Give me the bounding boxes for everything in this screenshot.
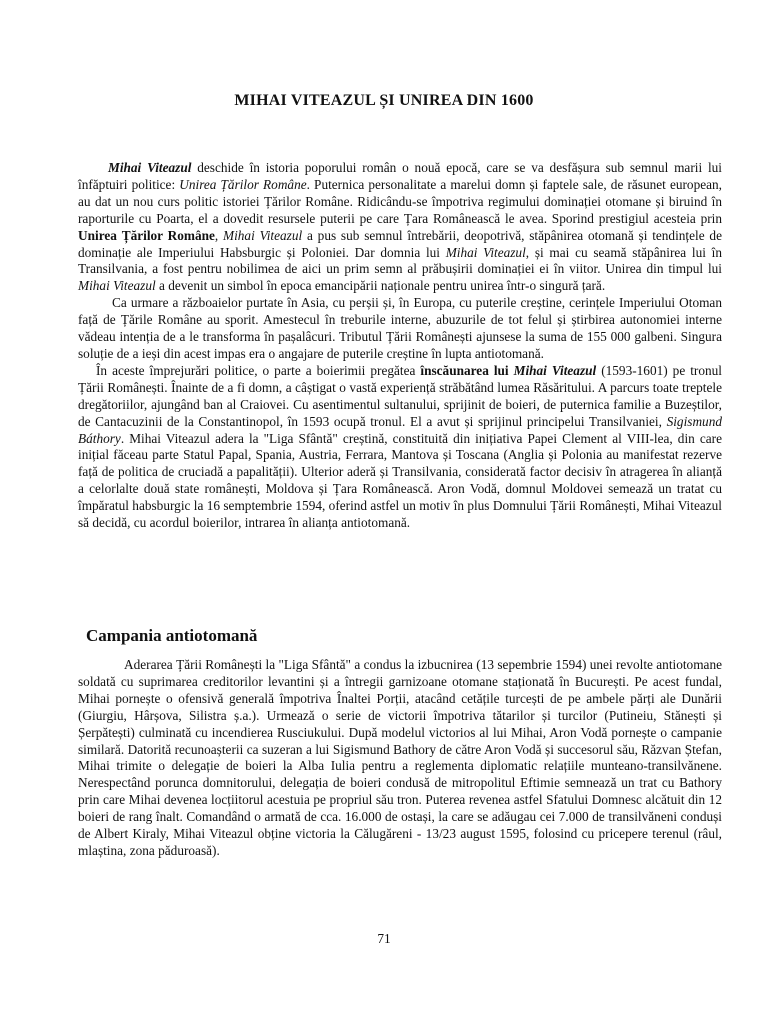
paragraph-1 [78, 160, 722, 295]
text-run: a pus sub semnul întrebării, deopotrivă, stăpânirea otomană și tendințele de dominație ale Imperiului Habsburgic și Poloniei. Dar domnia lui [78, 227, 722, 260]
text-run: În aceste împrejurări politice, o parte a boierimii pregătea [96, 362, 421, 378]
text-run: (1593-1601) pe tronul Țării Românești. Înainte de a fi domn, a câștigat o vastă experiență străbătând lumea Răsăritului. A parcurs toate treptele dregătoriilor, ajungând ban al Craiovei. Cu asentimentul sultanului, sprijinit de boieri, de puternica familie a Buzeștilor, de Cantacuzinii de la Constantinopol, în 1593 ocupă tronul. El a avut și sprijinul principelui Transilvaniei, [78, 362, 722, 429]
paragraph-3 [78, 363, 722, 532]
emphasis-text: Mihai Viteazul [513, 362, 597, 378]
emphasis-text: Unirea Țărilor Române [179, 176, 307, 192]
paragraph-4: Aderarea Țării Românești la "Liga Sfântă" a condus la izbucnirea (13 sepembrie 1594) unei revolte antiotomane soldată cu suprimarea creditorilor levantini și a întregii garnizoane otomane staționată în București. Pe acest fundal, Mihai pornește o ofensivă generală împotriva Înaltei Porții, atacând cetățile turcești de pe ambele părți ale Dunării (Giurgiu, Hârșova, Silistra ș.a.). Urmează o serie de victorii împotriva tătarilor și turcilor (Putineiu, Stănești și Șerpătești) culminată cu incendierea Rusciukului. După modelul victorios al lui Mihai, Aron Vodă pornește o campanie similară. Datorită recunoașterii ca suzeran a lui Sigismund Bathory de către Aron Vodă și succesorul său, Răzvan Ștefan, Mihai trimite o delegație de boieri la Alba Iulia pentru a reglementa diplomatic relațiile munteano-transilvănene. Nerespectând porunca domnitorului, delegația de boieri condusă de mitropolitul Eftimie semnează un trat cu Bathory prin care Mihai devenea locțiitorul acestuia pe propriul său tron. Puterea revenea astfel Sfatului Domnesc alcătuit din 12 boieri de rang înalt. Comandând o armată de cca. 16.000 de ostași, la care se adăugau cei 7.000 de transilvăneni conduși de Albert Kiraly, Mihai Viteazul obține victoria la Călugăreni - 13/23 august 1595, folosind cu pricepere terenul (râul, mlaștina, zona păduroasă). [78, 657, 722, 858]
text-run: , și mai cu seamă stăpânirea lui în Transilvania, a fost pentru nobilimea de aici un prim semn al prăbușirii dominației ei în viitor. Unirea din timpul lui [78, 244, 722, 277]
bold-text: Unirea Țărilor Române [78, 227, 215, 243]
section-heading: Campania antiotomană [86, 626, 258, 645]
intro-section [78, 160, 722, 532]
emphasis-text: Mihai Viteazul [223, 227, 303, 243]
emphasis-text: Mihai Viteazul [108, 160, 192, 175]
emphasis-text: Sigismund Báthory [78, 413, 722, 446]
paragraph-2: Ca urmare a războaielor purtate în Asia, cu perșii și, în Europa, cu puterile creștine, cerințele Imperiului Otoman față de Țările Române au sporit. Amestecul în treburile interne, abuzurile de tot felul și știrbirea autonomiei interne vădeau intenția de a le transforma în pașalâcuri. Tributul Țării Românești ajunsese la suma de 155 000 galbeni. Singura soluție de a ieși din acest impas era o angajare de puterile creștine în lupta antiotomană. [78, 295, 722, 361]
text-run: . Puternica personalitate a marelui domn și faptele sale, de răsunet european, au dat un nou curs politic istoriei Țărilor Române. Ridicându-se împotriva regimului dominației otomane și biruind în raporturile cu Poarta, el a dovedit resursele puterii pe care Țara Românească le avea. Sporind prestigiul acesteia prin [78, 176, 723, 226]
page-title: MIHAI VITEAZUL ȘI UNIREA DIN 1600 [234, 92, 534, 109]
emphasis-text: Mihai Viteazul [78, 278, 156, 294]
text-run: . Mihai Viteazul adera la "Liga Sfântă" creștină, constituită din inițiativa Papei Clement al VIII-lea, din care inițial făceau parte Statul Papal, Spania, Austria, Ferrara, Mantova și Toscana (Anglia și Polonia au manifestat rezerve față de politica de cruciadă a papalității). Ulterior aderă și Transilvania, considerată factor decisiv în atragerea în alianță a celorlalte două state românești, Moldova și Țara Românească. Aron Vodă, domnul Moldovei semează un tratat cu împăratul habsburgic la 16 semptembrie 1594, oferind astfel un motiv în plus Domnului Țării Românești, Mihai Viteazul să decidă, cu acordul boierilor, intrarea în alianța antiotomană. [78, 430, 722, 531]
text-run: , [214, 227, 224, 243]
text-run: deschide în istoria poporului român o nouă epocă, care se va desfășura sub semnul marii lui înfăptuiri politice: [78, 160, 723, 192]
text-run: a devenit un simbol în epoca emancipării naționale pentru unirea într-o singură țară. [155, 278, 606, 294]
campaign-section [78, 657, 722, 860]
page-number: 71 [377, 931, 391, 946]
bold-text: înscăunarea lui [420, 362, 514, 378]
emphasis-text: Mihai Viteazul [445, 244, 526, 260]
